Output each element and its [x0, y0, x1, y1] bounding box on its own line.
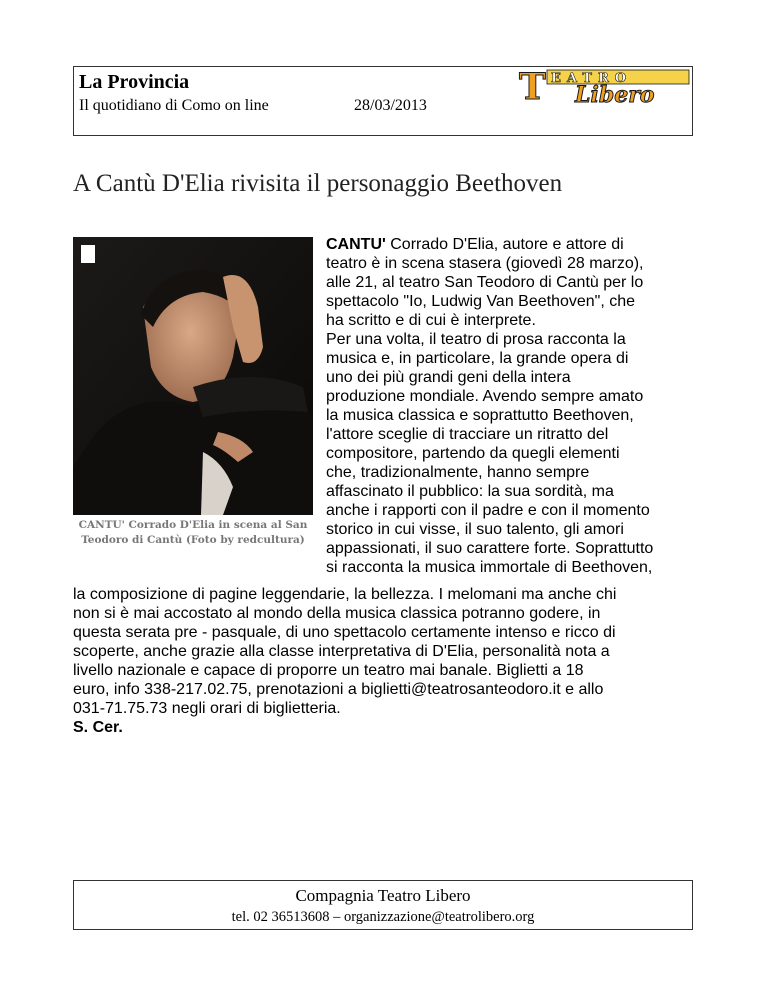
- text-line: ha scritto e di cui è interprete.: [326, 312, 536, 329]
- article-full-width-text: [73, 585, 713, 737]
- dateline: CANTU': [326, 236, 386, 253]
- article-photo: [73, 237, 313, 515]
- logo-word-script: Libero: [575, 82, 655, 107]
- text-line: teatro è in scena stasera (giovedì 28 marzo),: [326, 255, 644, 272]
- text-line: euro, info 338-217.02.75, prenotazioni a biglietti@teatrosanteodoro.it e allo: [73, 681, 604, 698]
- text-segment: Corrado D'Elia, autore e attore di: [385, 236, 624, 253]
- text-line: alle 21, al teatro San Teodoro di Cantù per lo: [326, 274, 644, 291]
- text-line: appassionati, il suo carattere forte. Soprattutto: [326, 540, 654, 557]
- text-line: anche i rapporti con il padre e con il momento: [326, 502, 650, 519]
- text-line: musica e, in particolare, la grande opera di: [326, 350, 629, 367]
- text-line: 031-71.75.73 negli orari di biglietteria.: [73, 700, 341, 717]
- text-line: non si è mai accostato al mondo della musica classica potranno godere, in: [73, 605, 601, 622]
- masthead-box: [73, 66, 693, 136]
- footer-box: [73, 880, 693, 930]
- footer-contact: tel. 02 36513608 – organizzazione@teatrolibero.org: [231, 909, 535, 925]
- text-line: [326, 235, 706, 254]
- newspaper-subtitle: Il quotidiano di Como on line: [79, 97, 269, 114]
- teatro-libero-logo: [517, 67, 693, 107]
- text-line: questa serata pre - pasquale, di uno spettacolo certamente intenso e ricco di: [73, 624, 616, 641]
- text-line: scoperte, anche grazie alla classe interpretativa di D'Elia, personalità nota a: [73, 643, 610, 660]
- photo-caption: CANTU' Corrado D'Elia in scena al San Teodoro di Cantù (Foto by redcultura): [78, 519, 308, 546]
- text-line: livello nazionale e capace di proporre un teatro mai banale. Biglietti a 18: [73, 662, 584, 679]
- text-line: produzione mondiale. Avendo sempre amato: [326, 388, 644, 405]
- text-line: la musica classica e soprattutto Beethoven,: [326, 407, 634, 424]
- text-line: spettacolo "Io, Ludwig Van Beethoven", che: [326, 293, 636, 310]
- logo-initial: T: [519, 67, 546, 107]
- article-date: 28/03/2013: [354, 97, 427, 114]
- footer-company: Compagnia Teatro Libero: [295, 886, 471, 905]
- article-headline: A Cantù D'Elia rivisita il personaggio Beethoven: [73, 170, 563, 197]
- text-line: che, tradizionalmente, hanno sempre: [326, 464, 590, 481]
- newspaper-name: La Provincia: [79, 71, 190, 93]
- text-line: uno dei più grandi geni della intera: [326, 369, 571, 386]
- text-line: compositore, partendo da quegli elementi: [326, 445, 620, 462]
- article-column-text: [326, 235, 706, 577]
- text-line: storico in cui visse, il suo talento, gli amori: [326, 521, 624, 538]
- byline: S. Cer.: [73, 719, 123, 736]
- text-line: Per una volta, il teatro di prosa racconta la: [326, 331, 626, 348]
- text-line: la composizione di pagine leggendarie, la bellezza. I melomani ma anche chi: [73, 586, 617, 603]
- text-line: l'attore sceglie di tracciare un ritratto del: [326, 426, 609, 443]
- text-line: si racconta la musica immortale di Beethoven,: [326, 559, 653, 576]
- logo-word-top: EATRO: [551, 71, 633, 86]
- text-line: affascinato il pubblico: la sua sordità, ma: [326, 483, 614, 500]
